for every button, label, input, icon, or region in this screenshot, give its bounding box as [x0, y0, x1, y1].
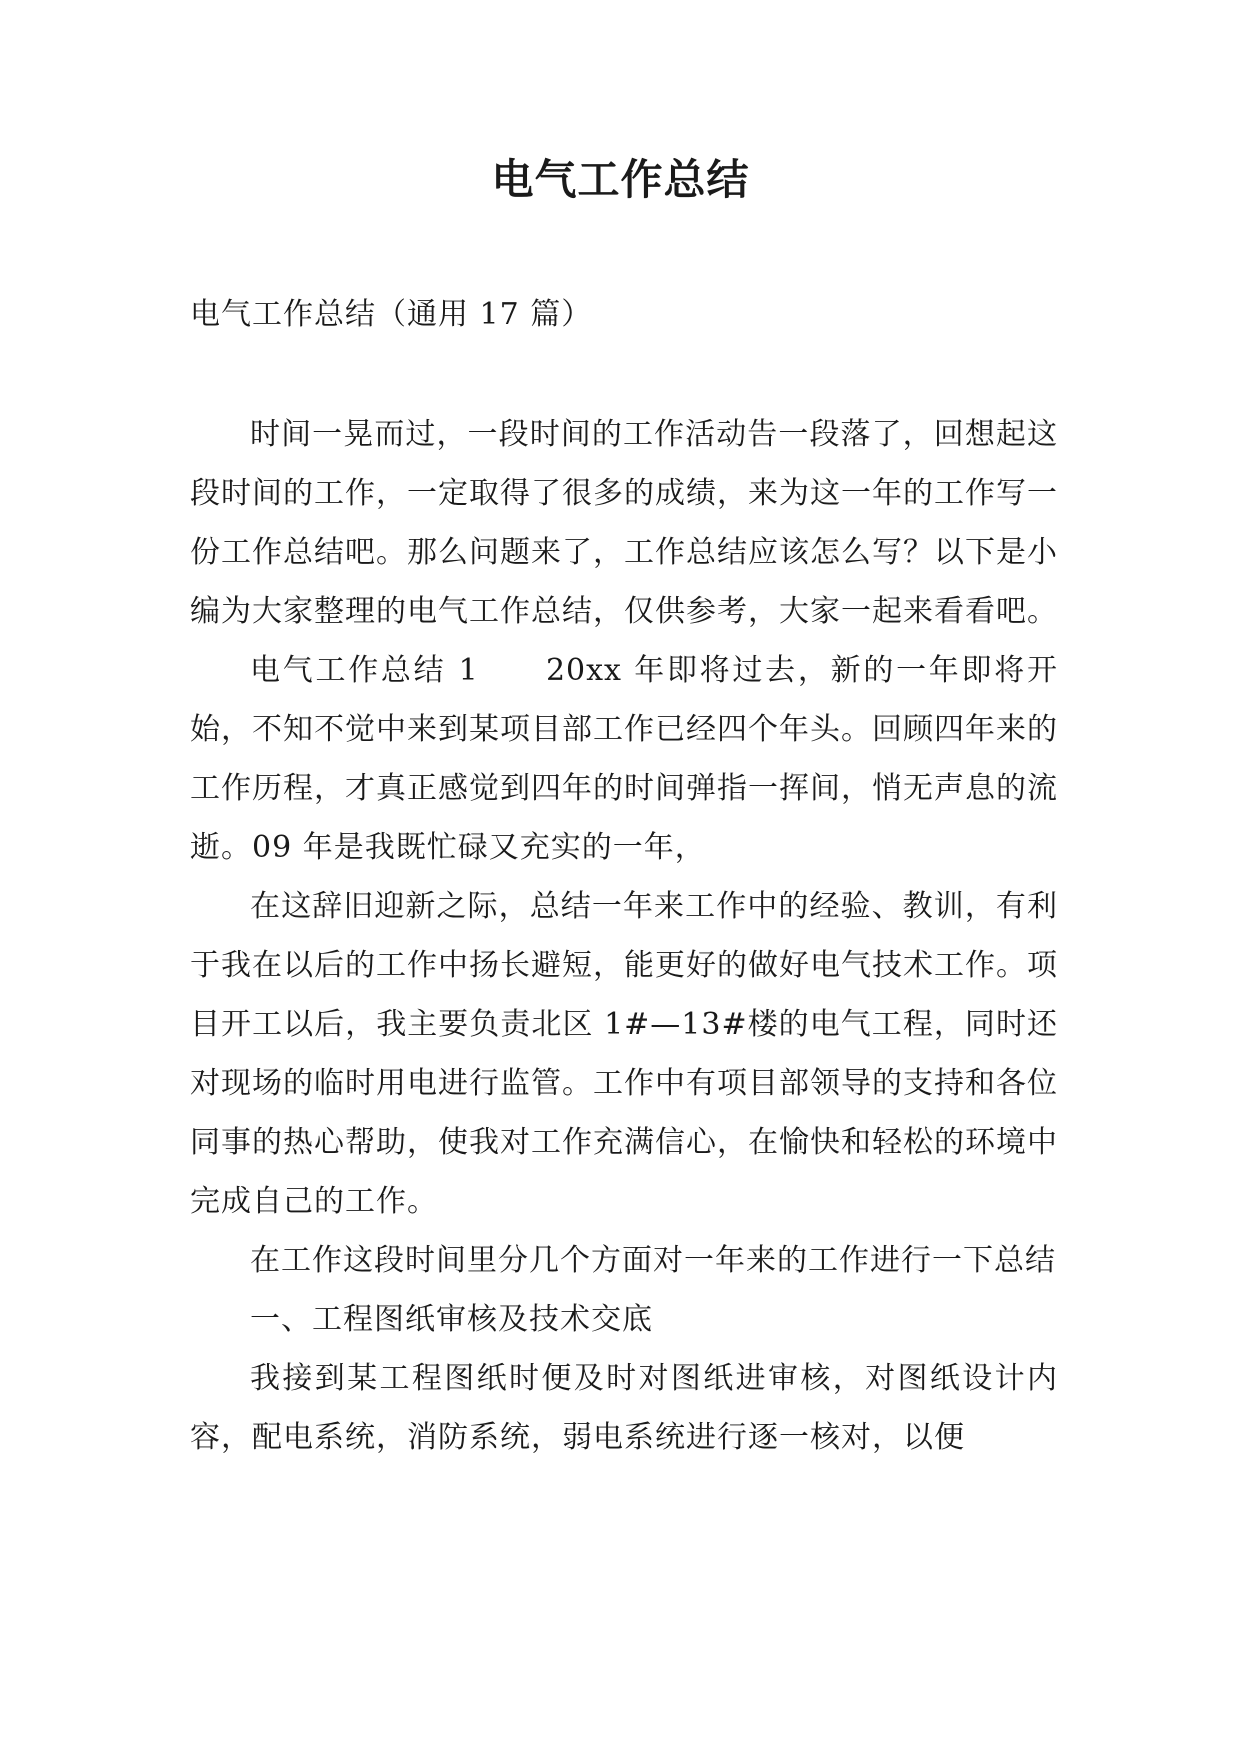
paragraph-overview: 在工作这段时间里分几个方面对一年来的工作进行一下总结 [250, 1243, 1056, 1278]
document-body [190, 405, 1058, 1467]
paragraph-drawings-review: 我接到某工程图纸时便及时对图纸进审核，对图纸设计内容，配电系统，消防系统，弱电系统进行逐一核对，以便 [190, 1361, 1058, 1455]
paragraph-reflection: 在这辞旧迎新之际，总结一年来工作中的经验、教训，有利于我在以后的工作中扬长避短，能更好的做好电气技术工作。项目开工以后，我主要负责北区 1#—13#楼的电气工程，同时还对现场的临时用电进行监管。工作中有项目部领导的支持和各位同事的热心帮助，使我对工作充满信心，在愉快和轻松的环境中完成自己的工作。 [190, 889, 1058, 1219]
paragraph-summary-1: 电气工作总结 1 20xx 年即将过去，新的一年即将开始，不知不觉中来到某项目部工作已经四个年头。回顾四年来的工作历程，才真正感觉到四年的时间弹指一挥间，悄无声息的流逝。09 年是我既忙碌又充实的一年， [190, 653, 1058, 865]
paragraph-intro: 时间一晃而过，一段时间的工作活动告一段落了，回想起这段时间的工作，一定取得了很多的成绩，来为这一年的工作写一份工作总结吧。那么问题来了，工作总结应该怎么写？以下是小编为大家整理的电气工作总结，仅供参考，大家一起来看看吧。 [190, 417, 1058, 629]
document-title: 电气工作总结 [491, 155, 750, 204]
document-subtitle: 电气工作总结（通用 17 篇） [190, 297, 593, 332]
section-heading-1: 一、工程图纸审核及技术交底 [250, 1302, 653, 1337]
